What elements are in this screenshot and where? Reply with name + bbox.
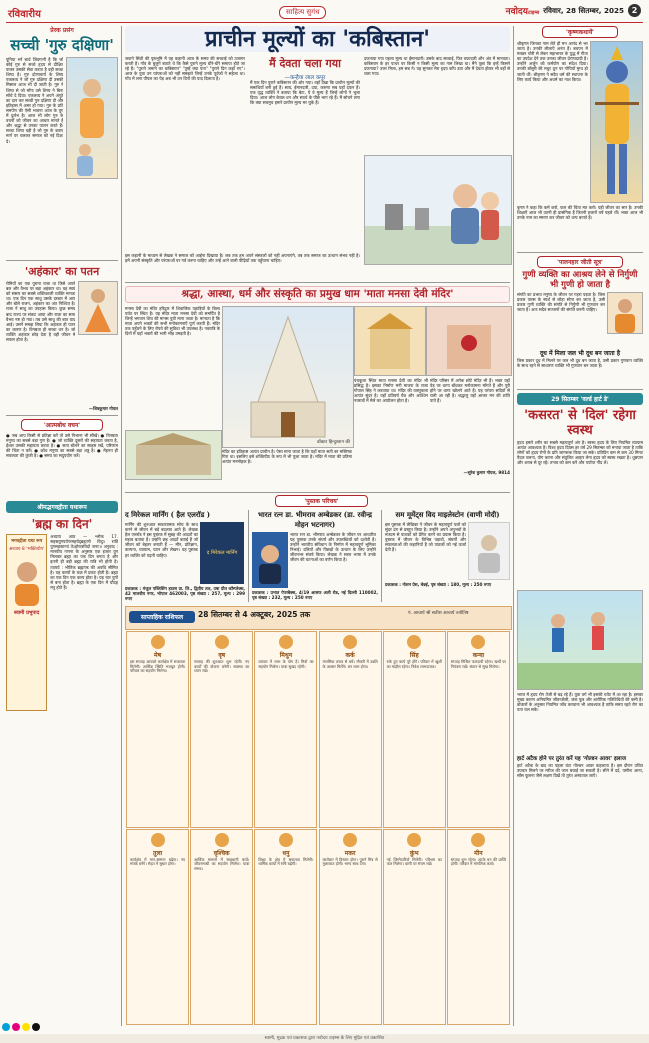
zodiac-icon — [151, 833, 165, 847]
zodiac-icon — [343, 833, 357, 847]
col1-section2-body: रोमियों का एक पुराना राजा था जिसे अपने बल और वैभव पर बड़ा अहंकार था। वह स्वयं को संसार का सबसे शक्तिशाली व्यक्ति मानता था। एक दिन एक साधु उसके दरबार में आए और बोले राजन, अहंकार का अंत निश्चित है। राजा ने साधु का उपहास किया। कुछ समय बाद राज्य पर संकट आया और राजा का सारा वैभव नष्ट हो गया। तब उसे साधु की बात याद आई। उसने समझ लिया कि अहंकार ही पतन का कारण है। विनम्रता ही सच्चा धन है। जो व्यक्ति अहंकार छोड़ देता है वही जीवन में सफल होता है। — [6, 281, 76, 343]
col1 — [6, 26, 118, 711]
sage-illustration — [78, 281, 118, 335]
right-sub6: हार्ट अटैक होने पर तुरंत करें यह 'गोल्डन आवर' इलाज — [517, 756, 626, 762]
horoscope-astrologer: पं. आचार्य श्री सतीश आचार्य ज्योतिष — [408, 611, 469, 616]
registration-mark-cyan — [2, 1023, 10, 1031]
book1-title: द मिरेकल मार्निंग ( हैल एलरॉड ) — [125, 510, 211, 519]
right-body1: श्रीकृष्ण जिनका नाम लेते ही मन आनंद से भर जाता है। उनकी लीलाएँ अनंत हैं। बचपन में माखन चोरी से लेकर महाभारत के युद्ध में गीता का उपदेश देने तक उनका जीवन प्रेरणादायी है। उन्होंने अर्जुन को कर्मयोग का संदेश दिया। उनकी बाँसुरी की मधुर धुन पर गोपियाँ मुग्ध हो जाती थीं। श्रीकृष्ण ने सदैव धर्म की स्थापना के लिए कार्य किया और अधर्म का नाश किया। — [517, 41, 588, 82]
book3-body: इस पुस्तक में लेखिका ने जीवन के महत्वपूर्ण पलों को सुंदर ढंग से प्रस्तुत किया है। उन्होंने अपने अनुभवों के माध्यम से पाठकों को प्रेरित करने का प्रयास किया है। पुस्तक में जीवन के विभिन्न पड़ावों, संघर्षों और सफलताओं की कहानियाँ हैं जो पाठकों को नई ऊर्जा देती हैं। — [385, 522, 466, 553]
guru-shishya-illustration — [66, 57, 118, 179]
horoscope-sign-name: वृश्चिक — [213, 849, 230, 857]
gita-box-subtitle: अध्याय 8 'भक्तियोग' — [8, 547, 45, 552]
horoscope-sign-text: आर्थिक मामलों में सावधानी बरतें। जीवनसाथी का सहयोग मिलेगा। यात्रा संभव। — [194, 856, 250, 871]
horoscope-sign-text: मानसिक तनाव से बचें। नौकरी में उन्नति के अवसर मिलेंगे। धन लाभ होगा। — [322, 659, 378, 669]
zodiac-icon — [407, 635, 421, 649]
main-subtitle: मैं देवता चला गया — [269, 57, 341, 70]
right-label3: 29 सितम्बर 'वर्ल्ड हार्ट डे' — [517, 393, 643, 405]
horoscope-sign-name: मिथुन — [279, 652, 293, 659]
brand-logo: नवोदयटाइम्स — [505, 7, 540, 17]
registration-mark-magenta — [12, 1023, 20, 1031]
zodiac-icon — [407, 833, 421, 847]
book2-title: भारत रत्न डा. भीमराव अम्बेडकर (डा. रवीन्द्र मोहन भटनागर) — [258, 510, 372, 529]
zodiac-icon — [343, 635, 357, 649]
horoscope-sign-text: सप्ताह शुभ रहेगा। अटके धन की प्राप्ति होगी। परिवार में मांगलिक कार्य। — [450, 856, 506, 867]
horoscope-sign-name: कर्क — [345, 652, 355, 659]
main-body3: इस कहानी के माध्यम से लेखक ने समाज को आईना दिखाया है। जब तक हम अपने संस्कारों को नहीं अपनाएंगे, तब तक समाज का उत्थान संभव नहीं है। हमें अपनी संस्कृति और परंपराओं पर गर्व करना चाहिए और उन्हें आने वाली पीढ़ियों तक पहुँचाना चाहिए। — [125, 253, 360, 264]
horoscope-sign-text: कारोबार में विस्तार होगा। पुराने मित्र से मुलाकात होगी। भाग्य साथ देगा। — [322, 856, 378, 867]
horoscope-sign — [254, 631, 317, 828]
horoscope-sign-name: वृष — [218, 652, 226, 659]
page-section-badge: साहित्य सुगंध — [279, 6, 326, 19]
masthead — [506, 4, 641, 17]
zodiac-icon — [471, 833, 485, 847]
right-label2: 'पालनहार जीती सूत्र' — [537, 256, 623, 268]
right-body6: भारत में हृदय रोग तेजी से बढ़ रहे हैं। युवा वर्ग भी इसकी चपेट में आ रहा है। इसका मुख्य कारण अनियमित जीवनशैली, जंक फूड और शारीरिक गतिविधियों की कमी है। डॉक्टरों के अनुसार नियमित जाँच करवाना भी आवश्यक है ताकि समय रहते रोग का पता चल सके। — [517, 692, 643, 713]
col1-body: यूनिया भर्र बार्ध जिंदगानी है कि जो कोई गुरु से सच्चे हृदय से दीक्षित पाकर उसकी सेवा करता है वही सच्चा शिष्य है। गुरु द्रोणाचार्य के शिष्य एकलव्य ने जो गुरु दक्षिणा दी उसकी मिसाल आज भी दी जाती है। गुरु ने शिष्य से जो माँगा उसे शिष्य ने बिना सोचे दे दिया। एकलव्य ने अपने अंगूठे का दान कर सच्ची गुरु दक्षिणा दी और इतिहास में अमर हो गया। गुरु के प्रति समर्पण की ऐसी भावना आज के युग में दुर्लभ है। आज भी लोग गुरु के वचनों को जीवन का आधार मानते हैं और श्रद्धा से उनका पालन करते हैं। सच्चा शिष्य वही है जो गुरु के बताए मार्ग पर चलकर समाज को नई दिशा दे। — [6, 57, 64, 144]
temple-title: श्रद्धा, आस्था, धर्म और संस्कृति का प्रमुख धाम 'माता मनसा देवी मंदिर' — [125, 286, 510, 303]
horoscope-sign-text: नई जिम्मेदारियाँ मिलेंगी। परिश्रम का फल मिलेगा। वाणी पर संयम रखें। — [386, 856, 442, 867]
temple-photo-small-1 — [354, 306, 426, 376]
horoscope-sign-name: सिंह — [409, 652, 419, 659]
horoscope-sign — [190, 631, 253, 828]
chanakya-illustration — [607, 292, 643, 334]
horoscope-sign-text: सप्ताह की शुरुआत शुभ रहेगी। नए कार्यों की योजना बनेगी। स्वास्थ्य का ध्यान रखें। — [194, 659, 250, 674]
col1-section4-body: अध्याय आठ — श्लोक 17. सहस्रयुगपर्यन्तमहर्यद्ब्रह्मणो विदुः। रात्रिं युगसहस्रान्तां तेऽहोरात्रविदो जनाः॥ अनुवाद : मानवीय गणना के अनुसार एक हजार युग मिलकर ब्रह्मा का एक दिन बनता है और इतनी ही बड़ी ब्रह्मा की रात्रि भी होती है। तात्पर्य : भौतिक ब्रह्माण्ड की अवधि सीमित है। यह कल्पों के चक्र में प्रकट होती है। ब्रह्मा का एक दिन एक कल्प होता है। यह चार युगों से बना होता है। ब्रह्मा के एक दिन में चौदह मनु होते हैं। — [50, 534, 118, 590]
horoscope-sign-text: शिक्षा के क्षेत्र में सफलता मिलेगी। धार्मिक कार्यों में रुचि बढ़ेगी। — [258, 856, 314, 867]
col1-section4-title: 'ब्रह्म का दिन' — [31, 517, 93, 531]
horoscope-sign-name: मीन — [474, 849, 483, 857]
footer — [0, 1034, 649, 1043]
right-col — [517, 26, 643, 805]
horoscope-sign-name: कुंभ — [409, 849, 419, 857]
horoscope-grid — [125, 630, 510, 1025]
runners-photo — [517, 590, 643, 690]
right-label: 'कृष्णकथायें' — [542, 26, 618, 38]
temple-section — [125, 286, 510, 303]
books-label: 'पुस्तक परिचय' — [275, 495, 368, 507]
horoscope-sign-text: व्यापार में लाभ के योग हैं। मित्रों का सहयोग मिलेगा। यात्रा सुखद रहेगी। — [258, 659, 314, 669]
zodiac-icon — [215, 635, 229, 649]
horoscope-sign-text: इस सप्ताह आपको कार्यक्षेत्र में सफलता मिलेगी। आर्थिक स्थिति मजबूत होगी। परिवार का सहयोग मिलेगा। — [130, 659, 186, 674]
main-story — [125, 26, 510, 52]
krishna-illustration — [590, 41, 643, 203]
col1-section4-label: श्रीमद्भगवद्गीता यथारूप — [6, 501, 118, 513]
gita-box — [6, 534, 47, 711]
horoscope-sign-name: मकर — [344, 849, 356, 857]
temple-byline: —सुरेश कुमार गोयल, 9814 — [463, 470, 510, 475]
main-body1: जवाने सिंधी की पृष्ठभूमि में यह कहानी आज के समय की सच्चाई को उजागर करती है। गाँव के बुजुर्ग बताते थे कि कैसे पुराने मूल्य धीरे-धीरे समाप्त होते जा रहे हैं। "पुराने जमाने का कबिस्तान" "तुम्हें क्या पता" "पुराने दिन कहाँ गए"। आज के युवा उन परंपराओं को नहीं समझते जिन्हें उनके पूर्वजों ने सहेजा था। गाँव में लगा पीपल का पेड़ अब भी उन दिनों की याद दिलाता है। — [125, 56, 245, 82]
col1-byline: —शिवकुमार गोयल — [88, 406, 118, 411]
right-body4: जिस प्रकार दूध में मिलने पर जल भी दूध बन जाता है, उसी प्रकार गुणवान व्यक्ति के साथ रहने से साधारण व्यक्ति भी गुणवान बन जाता है। — [517, 358, 643, 369]
temple-photo-small-3 — [125, 430, 222, 480]
main-body2: मैं एक दिन पुराने कबिस्तान की ओर गया। वहाँ देखा कि प्राचीन मूल्यों की समाधियाँ बनी हुई हैं। सत्य, ईमानदारी, दया, करुणा सब यहाँ दफन हैं। एक वृद्ध व्यक्ति ने बताया कि बेटा, ये वे मूल्य हैं जिन्हें लोगों ने भुला दिया। आज लोग केवल धन और स्वार्थ के पीछे भाग रहे हैं। मैं सोचने लगा कि क्या सचमुच हमारे प्राचीन मूल्य मर चुके हैं। — [250, 80, 360, 106]
horoscope-range: 28 सितम्बर से 4 अक्टूबर, 2025 तक — [198, 610, 311, 619]
horoscope-sign-name: कन्या — [472, 652, 485, 659]
main-body4: दफनाया गया पहला मूल्य था ईमानदारी। उसके बाद सच्चाई, फिर वफादारी और अंत में मानवता। कबिस्तान के हर पत्थर पर किसी न किसी मूल्य का नाम लिखा था। मैंने पूछा कि इन्हें किसने दफनाया? उत्तर मिला, हम सब ने। यह सुनकर मेरा हृदय काँप उठा और मैं देवता होकर भी वहाँ से चला गया। — [364, 56, 510, 77]
right-body7: हार्ट अटैक के बाद का पहला घंटा गोल्डन आवर कहलाता है। इस दौरान उचित उपचार मिलने पर मरीज की जान बचाई जा सकती है। सीने में दर्द, पसीना आना, साँस फूलना जैसे लक्षण दिखें तो तुरंत अस्पताल जाएँ। — [517, 763, 643, 779]
book3-title: सम मूमेंट्स विद माइलेस्टोन (वाणी मोदी) — [395, 510, 500, 519]
temple-photo-small-2 — [426, 306, 512, 376]
col1-section2-title: 'अहंकार' का पतन — [24, 265, 100, 278]
horoscope-sign — [383, 829, 446, 1026]
book2-meta: प्रकाशक : प्रभात पेपरबैक्स, 4/19 आसफ अली रोड, नई दिल्ली 110002, पृष्ठ संख्या : 232, मूल्य : 250 रुपए — [252, 590, 378, 601]
book3-cover — [468, 522, 510, 580]
main-subtitle-box — [250, 56, 360, 81]
col1-label: प्रेरक प्रसंग — [50, 27, 74, 34]
right-body5: हृदय हमारे शरीर का सबसे महत्वपूर्ण अंग है। स्वस्थ हृदय के लिए नियमित व्यायाम अत्यंत आवश्यक है। विश्व हृदय दिवस हर वर्ष 29 सितम्बर को मनाया जाता है ताकि लोगों को हृदय रोगों के प्रति जागरूक किया जा सके। प्रतिदिन कम से कम 30 मिनट पैदल चलना, योग करना और संतुलित आहार लेना हृदय को स्वस्थ रखता है। धूम्रपान और शराब से दूर रहें। तनाव को कम करें और पर्याप्त नींद लें। — [517, 440, 643, 466]
col1-section3-title: 'आत्मबोध वचन' — [21, 419, 103, 431]
right-title3: 'कसरत' से 'दिल' रहेगा स्वस्थ — [524, 408, 636, 438]
horoscope-sign-name: धनु — [282, 849, 290, 857]
horoscope-header — [125, 606, 512, 630]
horoscope-sign — [383, 631, 446, 828]
book1-cover: द मिरेकल मार्निंग — [200, 522, 244, 584]
horoscope-label: साप्ताहिक राशिफल — [129, 611, 195, 623]
page-number: 2 — [628, 4, 641, 17]
horoscope-sign-text: कार्यक्षेत्र में मान-सम्मान बढ़ेगा। नए संपर्क बनेंगे। सेहत में सुधार होगा। — [130, 856, 186, 867]
right-body2: कृष्ण ने कहा कि कर्म करो, फल की चिंता मत करो। यही जीवन का सार है। उनकी शिक्षाएँ आज भी उतनी ही प्रासंगिक हैं जितनी हजारों वर्ष पहले थीं। भक्त आज भी उनके नाम का स्मरण कर जीवन को धन्य बनाते हैं। — [517, 205, 643, 221]
temple-body4: मंदिर का इतिहास अत्यंत प्राचीन है। ऐसा माना जाता है कि यहाँ माता सती का मस्तिष्क गिरा था। इसलिए इसे शक्तिपीठ के रूप में भी पूजा जाता है। मंदिर में माता की प्रतिमा अत्यंत मनमोहक है। — [222, 449, 352, 465]
gita-box-author: स्वामी प्रभुपाद — [14, 610, 40, 616]
zodiac-icon — [151, 635, 165, 649]
zodiac-icon — [471, 635, 485, 649]
horoscope-sign — [254, 829, 317, 1026]
zodiac-icon — [279, 635, 293, 649]
registration-mark-black — [32, 1023, 40, 1031]
zodiac-icon — [215, 833, 229, 847]
horoscope-sign — [319, 631, 382, 828]
temple-photo-credit: डॉक्टर हिन्दुस्तान की — [317, 440, 350, 445]
right-body3: संगति का प्रभाव मनुष्य के जीवन पर गहरा पड़ता है। जिस प्रकार पारस के स्पर्श से लोहा सोना बन जाता है, उसी प्रकार गुणी व्यक्ति की संगति से निर्गुणी भी गुणवान बन जाता है। अतः सदैव सज्जनों की संगति करनी चाहिए। — [517, 292, 605, 313]
right-title2: गुणी व्यक्ति का आश्रय लेने से निर्गुणी भी गुणी हो जाता है — [522, 270, 638, 290]
horoscope-sign-name: मेष — [154, 652, 162, 659]
horoscope-sign — [126, 631, 189, 828]
issue-date: रविवार, 28 सितम्बर, 2025 — [543, 5, 624, 15]
horoscope-sign — [190, 829, 253, 1026]
temple-body1: मनसा देवी का मंदिर हरिद्वार में शिवालिक पहाड़ियों के बिल्व पर्वत पर स्थित है। यह मंदिर माता मनसा देवी को समर्पित है जिन्हें भगवान शिव की मानस पुत्री माना जाता है। मान्यता है कि माता अपने भक्तों की सभी मनोकामनाएँ पूर्ण करती हैं। मंदिर तक पहुँचने के लिए रोपवे की सुविधा भी उपलब्ध है। नवरात्रि के दिनों में यहाँ भक्तों की भारी भीड़ उमड़ती है। — [125, 306, 220, 337]
temple-body2: पंचकूला स्थित माता मनसा देवी का मंदिर भी प्रसिद्ध है। इसका निर्माण मनी माजरा के राजा गोपाल सिंह ने करवाया था। मंदिर की वास्तुकला अत्यंत सुंदर है। यहाँ प्रतिवर्ष चैत्र और आश्विन नवरात्रों में मेले का आयोजन होता है। — [354, 378, 428, 404]
temple-body3: मंदिर परिसर में अनेक छोटे मंदिर भी हैं। भक्त यहाँ पेड़ पर धागा बाँधकर मनोकामना माँगते हैं और पूरी होने पर धागा खोलने आते हैं। यह परंपरा सदियों से चली आ रही है। श्रद्धालु यहाँ आकर मन की शांति पाते हैं। — [430, 378, 510, 404]
book2-body: भारत रत्न डा. भीमराव अम्बेडकर के जीवन पर आधारित यह पुस्तक उनके संघर्ष और उपलब्धियों को दर्शाती है। उन्होंने भारतीय संविधान के निर्माण में महत्वपूर्ण भूमिका निभाई। दलितों और पिछड़ों के उत्थान के लिए उन्होंने जीवनभर संघर्ष किया। लेखक ने सरल भाषा में उनके जीवन की घटनाओं का वर्णन किया है। — [290, 532, 376, 563]
horoscope-sign — [447, 631, 510, 828]
horoscope-sign — [447, 829, 510, 1026]
main-title: प्राचीन मूल्यों का 'कबिस्तान' — [125, 26, 510, 52]
horoscope-sign-text: रुके हुए कार्य पूरे होंगे। परिवार में खुशी का माहौल रहेगा। निवेश लाभदायक। — [386, 659, 442, 669]
horoscope-sign-text: सप्ताह मिश्रित फलदायी रहेगा। खर्चों पर नियंत्रण रखें। संतान से सुख मिलेगा। — [450, 659, 506, 669]
prabhupada-portrait — [10, 556, 44, 606]
footer-text: स्वामी, मुद्रक एवं प्रकाशक द्वारा नवोदय टाइम्स के लिए मुद्रित एवं प्रकाशित — [264, 1036, 385, 1041]
section-name: रविवारीय — [8, 9, 41, 20]
main-illustration — [364, 155, 512, 265]
temple-photo-main — [222, 306, 354, 448]
col1-section3-body: ● जब आप किसी से प्रतिज्ञा करें तो उसे निभाना भी सीखें। ● विनम्रता मनुष्य का सबसे बड़ा गुण है। ● जो व्यक्ति दूसरों की सहायता करता है, ईश्वर उसकी सहायता करता है। ● सत्य बोलने का साहस रखें, परिणाम की चिंता न करें। ● क्रोध मनुष्य का सबसे बड़ा शत्रु है। ● मेहनत ही सफलता की कुंजी है। ● समय का सदुपयोग करें। — [6, 433, 118, 459]
gita-box-title: भगवद्गीता यथा रूप — [10, 539, 43, 544]
book1-meta: प्रकाशक : मंजुल पब्लिशिंग हाउस प्रा. लि., द्वितीय तल, उषा प्रीत कॉम्प्लेक्स, 42 मालवीय नगर, भोपाल 462003, पृष्ठ संख्या : 257, मूल्य : 299 रुपए — [125, 586, 245, 602]
horoscope-sign — [319, 829, 382, 1026]
main-author: —कन्हैया लाल कपूर — [284, 75, 326, 81]
book3-meta: प्रकाशक : नोशन प्रेस, चेन्नई, पृष्ठ संख्या : 180, मूल्य : 250 रुपए — [385, 582, 492, 587]
zodiac-icon — [279, 833, 293, 847]
right-quote-title: दूध में मिला जल भी दूध बन जाता है — [539, 350, 621, 357]
book2-cover — [252, 532, 288, 588]
registration-mark-yellow — [22, 1023, 30, 1031]
col1-title: सच्ची 'गुरु दक्षिणा' — [10, 36, 114, 54]
horoscope-sign — [126, 829, 189, 1026]
horoscope-sign-name: तुला — [153, 849, 163, 857]
book1-body: मार्निंग की शुरुआत सकारात्मक सोच के साथ करने से जीवन में बड़े बदलाव आते हैं। लेखक हैल एलरॉड ने इस पुस्तक में सुबह की आदतों का महत्व बताया है। उन्होंने छह आदतें बताई हैं जो जीवन को बेहतर बनाती हैं — मौन, प्रतिज्ञान, कल्पना, व्यायाम, पठन और लेखन। यह पुस्तक हर व्यक्ति को पढ़नी चाहिए। — [125, 522, 198, 558]
